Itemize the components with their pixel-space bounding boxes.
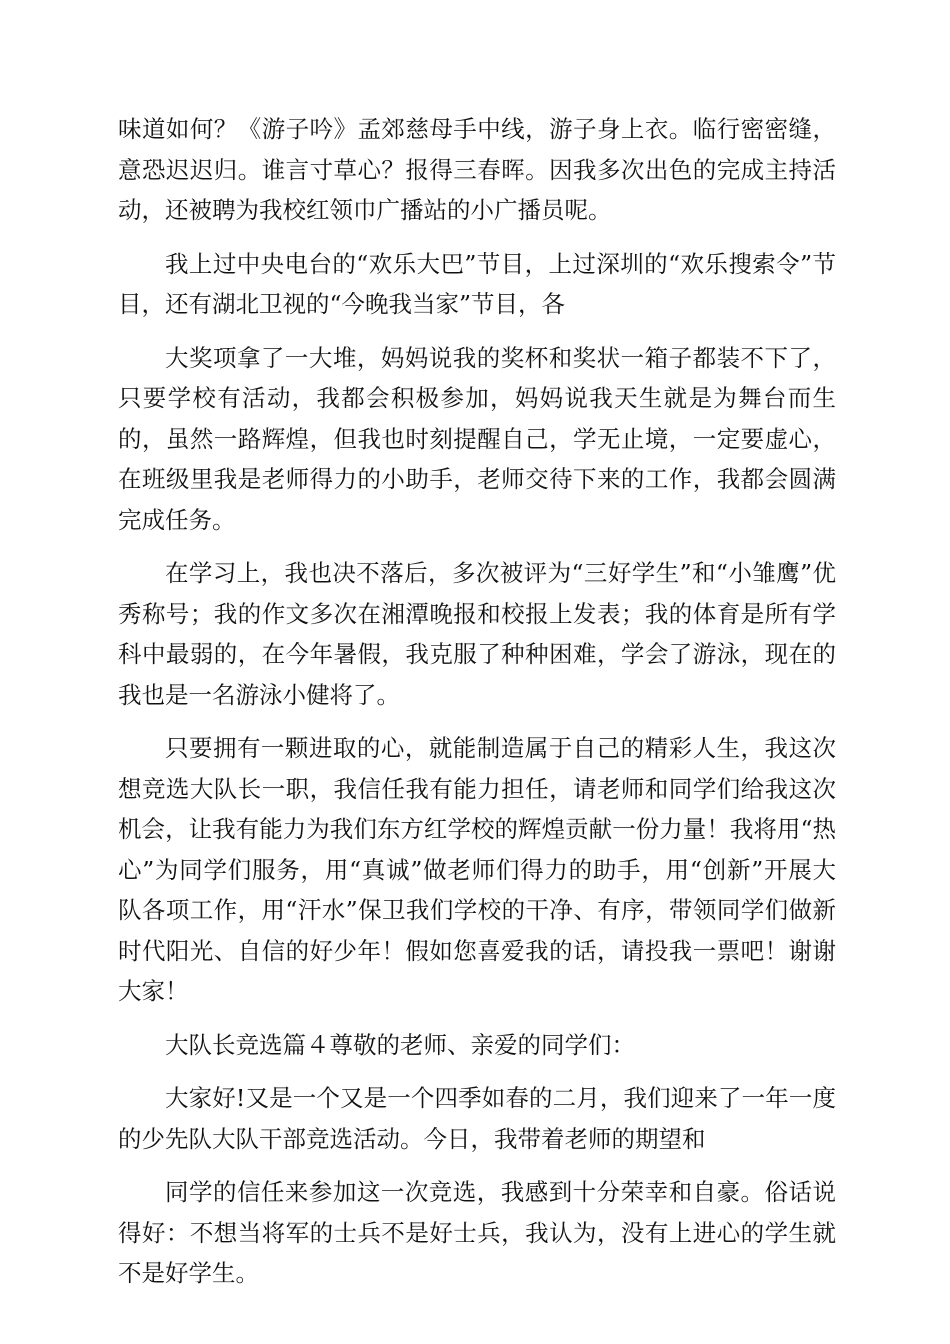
paragraph-7: 同学的信任来参加这一次竞选，我感到十分荣幸和自豪。俗话说得好：不想当将军的士兵不是好士兵，我认为，没有上进心的学生就不是好学生。 — [118, 1178, 836, 1287]
section-heading: 大队长竞选篇４尊敬的老师、亲爱的同学们： — [165, 1030, 635, 1059]
document-body — [118, 109, 836, 1307]
paragraph-4: 在学习上，我也决不落后，多次被评为“三好学生”和“小雏鹰”优秀称号；我的作文多次在湘潭晚报和校报上发表；我的体育是所有学科中最弱的，在今年暑假，我克服了种种困难，学会了游泳，现在的我也是一名游泳小健将了。 — [118, 559, 836, 709]
paragraph-6: 大家好!又是一个又是一个四季如春的二月，我们迎来了一年一度的少先队大队干部竞选活动。今日，我带着老师的期望和 — [118, 1084, 836, 1153]
paragraph-1: 味道如何？《游子吟》孟郊慈母手中线，游子身上衣。临行密密缝，意恐迟迟归。谁言寸草心？报得三春晖。因我多次出色的完成主持活动，还被聘为我校红领巾广播站的小广播员呢。 — [118, 115, 836, 224]
paragraph-2: 我上过中央电台的“欢乐大巴”节目，上过深圳的“欢乐搜索令”节目，还有湖北卫视的“今晚我当家”节目，各 — [118, 249, 836, 318]
paragraph-3: 大奖项拿了一大堆，妈妈说我的奖杯和奖状一箱子都装不下了，只要学校有活动，我都会积极参加，妈妈说我天生就是为舞台而生的，虽然一路辉煌，但我也时刻提醒自己，学无止境，一定要虚心，在班级里我是老师得力的小助手，老师交待下来的工作，我都会圆满完成任务。 — [118, 343, 836, 534]
paragraph-5: 只要拥有一颗进取的心，就能制造属于自己的精彩人生，我这次想竞选大队长一职，我信任我有能力担任，请老师和同学们给我这次机会，让我有能力为我们东方红学校的辉煌贡献一份力量！我将用“热心”为同学们服务，用“真诚”做老师们得力的助手，用“创新”开展大队各项工作，用“汗水”保卫我们学校的干净、有序，带领同学们做新时代阳光、自信的好少年！假如您喜爱我的话，请投我一票吧！谢谢大家！ — [118, 734, 836, 1005]
